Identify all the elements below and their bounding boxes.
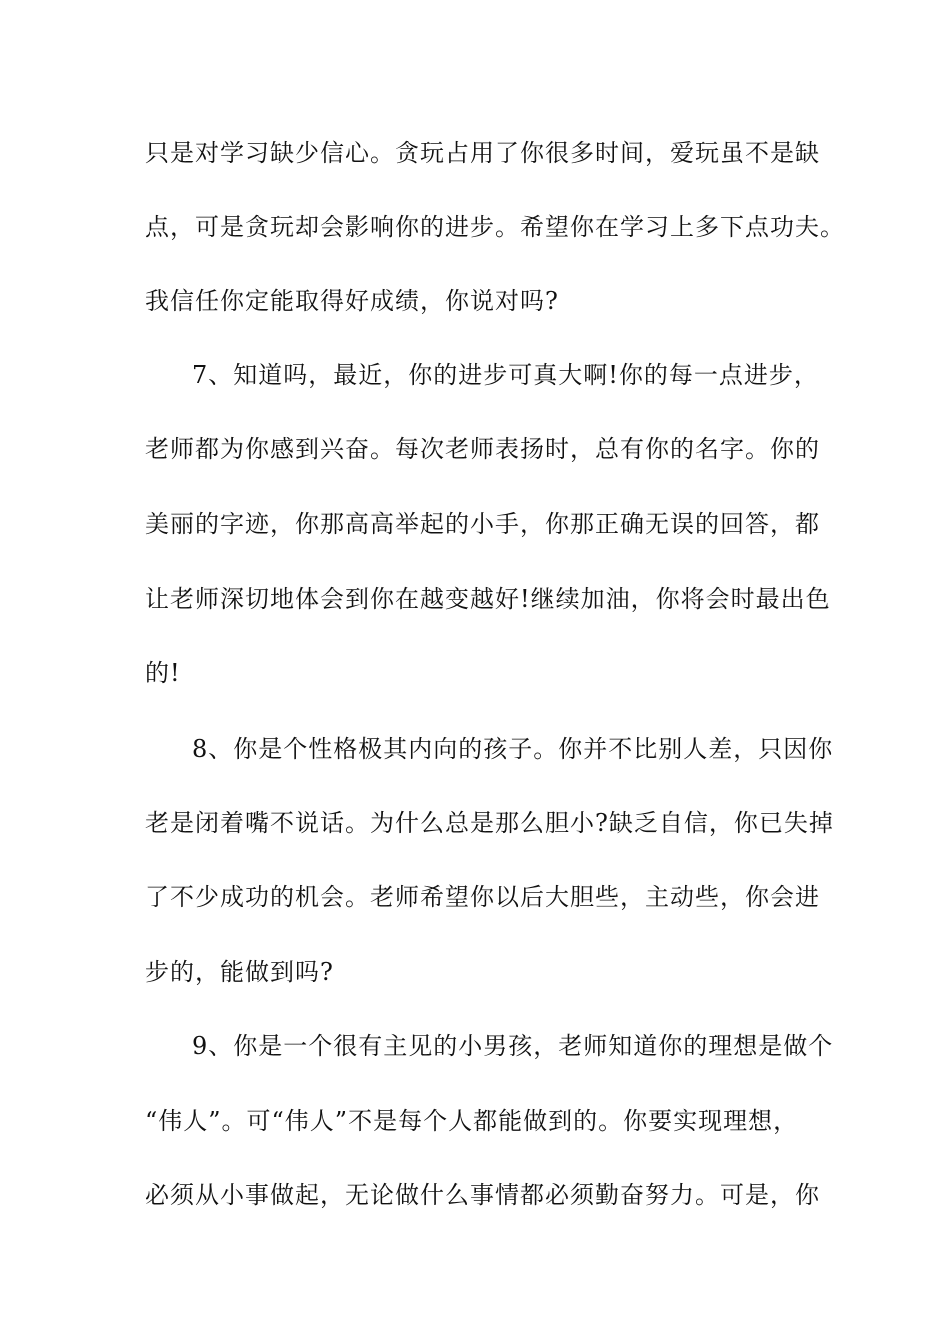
- text-line-10: 老是闭着嘴不说话。为什么总是那么胆小?缺乏自信，你已失掉: [145, 809, 834, 837]
- text-line-5: 老师都为你感到兴奋。每次老师表扬时，总有你的名字。你的: [145, 435, 820, 463]
- text-line-3: 我信任你定能取得好成绩，你说对吗?: [145, 287, 559, 315]
- text-line-7: 让老师深切地体会到你在越变越好!继续加油，你将会时最出色: [145, 585, 831, 613]
- text-line-11: 了不少成功的机会。老师希望你以后大胆些，主动些，你会进: [145, 883, 820, 911]
- paragraph-8-start: 8、你是个性格极其内向的孩子。你并不比别人差，只因你: [192, 735, 834, 763]
- text-line-8: 的!: [145, 659, 181, 687]
- paragraph-9-start: 9、你是一个很有主见的小男孩，老师知道你的理想是做个: [192, 1032, 834, 1060]
- text-line-2: 点，可是贪玩却会影响你的进步。希望你在学习上多下点功夫。: [145, 213, 845, 241]
- text-line-15: 必须从小事做起，无论做什么事情都必须勤奋努力。可是，你: [145, 1181, 820, 1209]
- paragraph-7-start: 7、知道吗，最近，你的进步可真大啊!你的每一点进步，: [192, 361, 819, 389]
- text-line-14: “伟人”。可“伟人”不是每个人都能做到的。你要实现理想，: [145, 1107, 799, 1135]
- text-line-1: 只是对学习缺少信心。贪玩占用了你很多时间，爱玩虽不是缺: [145, 139, 820, 167]
- text-line-12: 步的，能做到吗?: [145, 958, 334, 986]
- text-line-6: 美丽的字迹，你那高高举起的小手，你那正确无误的回答，都: [145, 510, 820, 538]
